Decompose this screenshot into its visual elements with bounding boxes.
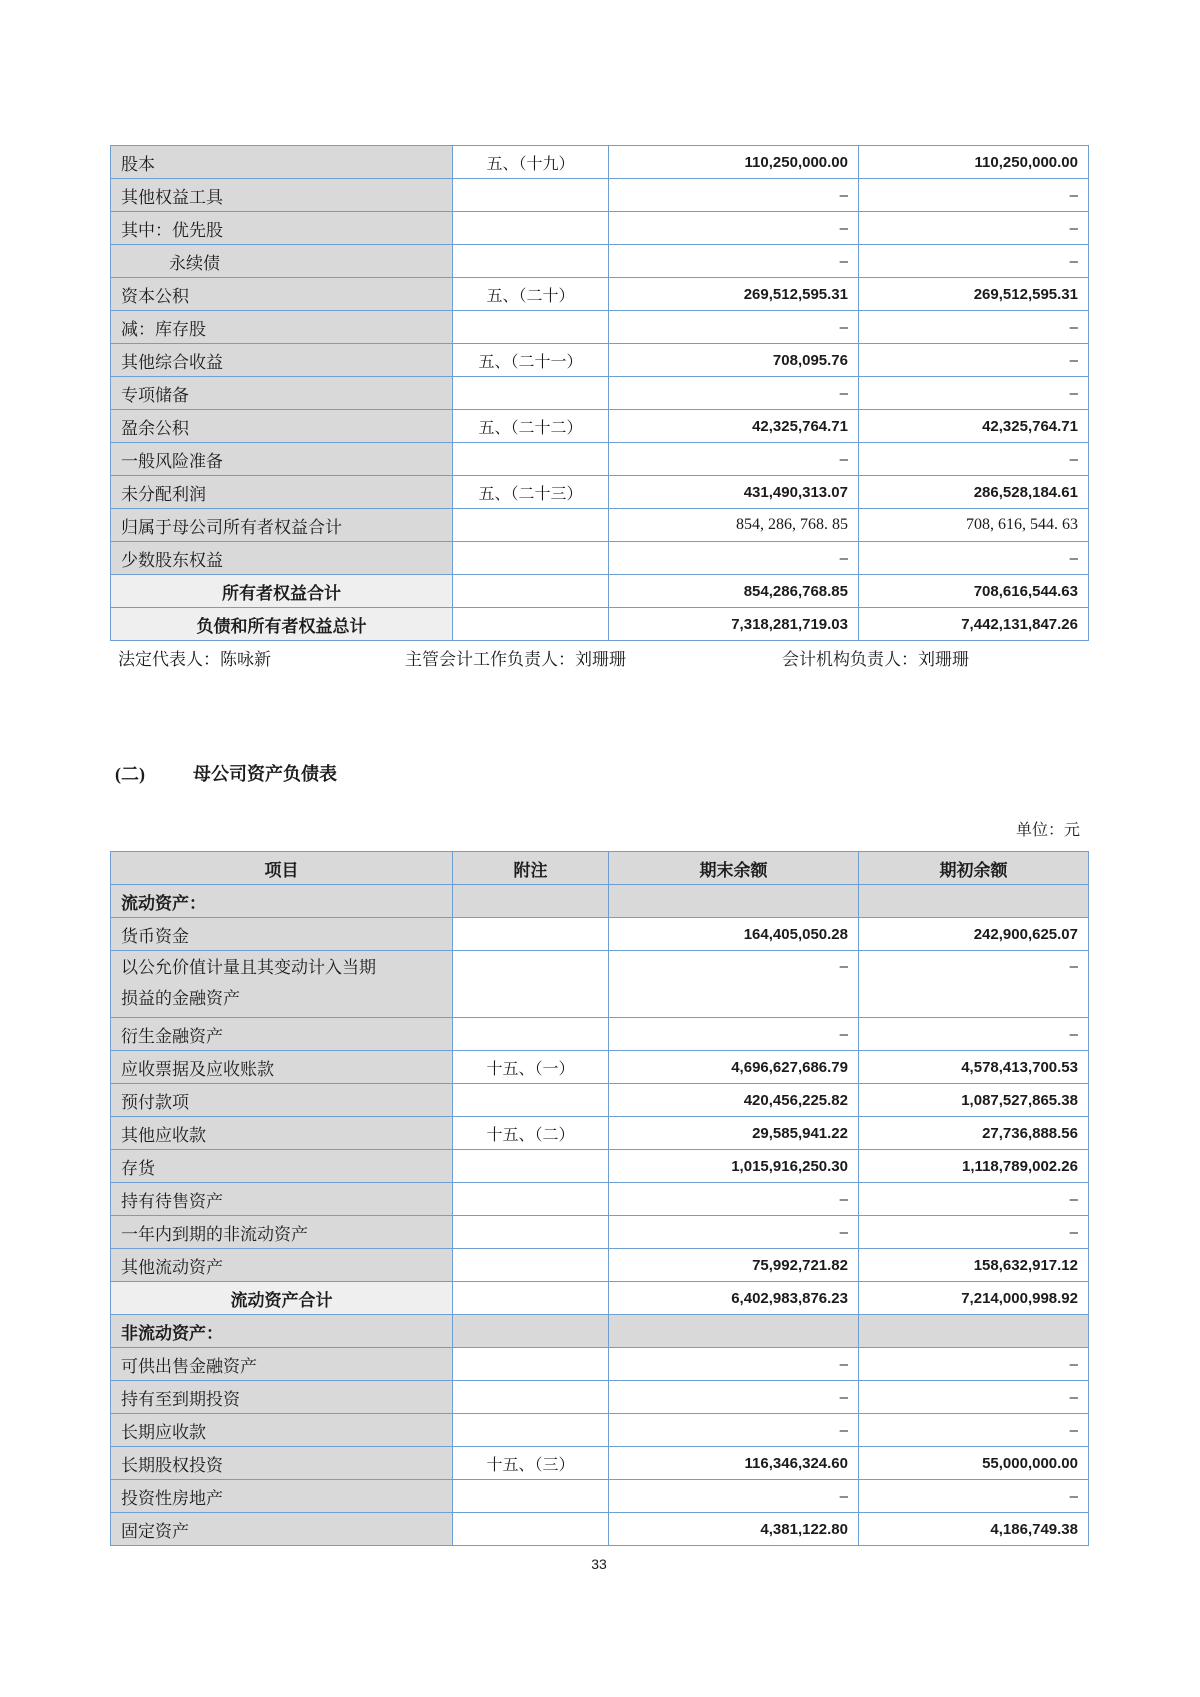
closing-balance-cell: – [609,1414,859,1447]
item-cell: 非流动资产： [111,1315,453,1348]
opening-balance-cell: 4,578,413,700.53 [859,1051,1089,1084]
accounting-office-head-label: 会计机构负责人：刘珊珊 [782,650,969,669]
table-row [111,1381,1089,1414]
equity-balance-sheet-continued-table [110,145,1089,641]
closing-balance-cell: 116,346,324.60 [609,1447,859,1480]
item-cell: 预付款项 [111,1084,453,1117]
section-title: 母公司资产负债表 [193,764,337,784]
item-cell: 持有至到期投资 [111,1381,453,1414]
table-row [111,1183,1089,1216]
table-row [111,1348,1089,1381]
closing-balance-cell: 7,318,281,719.03 [609,608,859,641]
table-row [111,1150,1089,1183]
item-cell: 其中：优先股 [111,212,453,245]
closing-balance-cell: 708,095.76 [609,344,859,377]
opening-balance-cell: – [859,951,1089,1018]
closing-balance-cell: 4,696,627,686.79 [609,1051,859,1084]
opening-balance-cell: – [859,1018,1089,1051]
item-cell: 长期股权投资 [111,1447,453,1480]
note-cell [453,443,609,476]
item-cell: 长期应收款 [111,1414,453,1447]
item-cell: 存货 [111,1150,453,1183]
legal-representative-label: 法定代表人：陈咏新 [118,650,271,669]
opening-balance-cell: 1,118,789,002.26 [859,1150,1089,1183]
item-cell: 专项储备 [111,377,453,410]
closing-balance-cell: 6,402,983,876.23 [609,1282,859,1315]
opening-balance-cell: – [859,311,1089,344]
item-cell: 衍生金融资产 [111,1018,453,1051]
note-cell [453,245,609,278]
item-cell: 流动资产： [111,885,453,918]
note-cell [453,179,609,212]
table-row [111,1117,1089,1150]
note-cell [453,311,609,344]
item-cell: 可供出售金融资产 [111,1348,453,1381]
closing-balance-cell: 269,512,595.31 [609,278,859,311]
table-row [111,1315,1089,1348]
table-row [111,951,1089,1018]
item-cell: 其他流动资产 [111,1249,453,1282]
note-cell: 五、（二十三） [453,476,609,509]
note-cell: 十五、（二） [453,1117,609,1150]
table-row [111,509,1089,542]
item-cell: 以公允价值计量且其变动计入当期损益的金融资产 [111,951,453,1018]
opening-balance-cell: – [859,443,1089,476]
closing-balance-cell: – [609,212,859,245]
closing-balance-cell: 1,015,916,250.30 [609,1150,859,1183]
parent-company-balance-sheet-table [110,851,1089,1546]
note-cell [453,509,609,542]
table-row [111,918,1089,951]
opening-balance-cell [859,885,1089,918]
note-cell: 五、（十九） [453,146,609,179]
note-cell [453,1249,609,1282]
closing-balance-cell: – [609,1348,859,1381]
column-header: 附注 [453,852,609,885]
opening-balance-cell: 242,900,625.07 [859,918,1089,951]
note-cell [453,1348,609,1381]
table-row [111,1447,1089,1480]
opening-balance-cell: 1,087,527,865.38 [859,1084,1089,1117]
opening-balance-cell: 4,186,749.38 [859,1513,1089,1546]
opening-balance-cell: – [859,542,1089,575]
table-row [111,146,1089,179]
note-cell [453,1018,609,1051]
closing-balance-cell: 4,381,122.80 [609,1513,859,1546]
unit-label: 单位：元 [1015,822,1080,839]
note-cell: 五、（二十二） [453,410,609,443]
item-cell: 资本公积 [111,278,453,311]
table-row [111,1216,1089,1249]
table-row [111,1480,1089,1513]
closing-balance-cell: – [609,951,859,1018]
closing-balance-cell: – [609,245,859,278]
item-cell: 负债和所有者权益总计 [111,608,453,641]
item-cell: 流动资产合计 [111,1282,453,1315]
item-cell: 其他权益工具 [111,179,453,212]
item-cell: 货币资金 [111,918,453,951]
table-row [111,1051,1089,1084]
opening-balance-cell: 7,442,131,847.26 [859,608,1089,641]
item-cell: 持有待售资产 [111,1183,453,1216]
note-cell [453,1315,609,1348]
opening-balance-cell: – [859,1183,1089,1216]
note-cell [453,1513,609,1546]
closing-balance-cell: – [609,1216,859,1249]
table-row [111,377,1089,410]
opening-balance-cell: 42,325,764.71 [859,410,1089,443]
note-cell [453,1084,609,1117]
closing-balance-cell: – [609,1480,859,1513]
closing-balance-cell: – [609,311,859,344]
table-row [111,245,1089,278]
note-cell [453,1150,609,1183]
section-heading [0,760,1200,786]
column-header: 期初余额 [859,852,1089,885]
closing-balance-cell: 854,286,768.85 [609,575,859,608]
table-row [111,575,1089,608]
item-cell: 未分配利润 [111,476,453,509]
table1-body [111,146,1089,641]
closing-balance-cell: 42,325,764.71 [609,410,859,443]
table-row [111,1513,1089,1546]
item-cell: 盈余公积 [111,410,453,443]
item-cell: 固定资产 [111,1513,453,1546]
page-number: 33 [591,1556,607,1572]
opening-balance-cell: 708,616,544.63 [859,575,1089,608]
section-number: (二) [115,764,145,784]
item-cell: 永续债 [111,245,453,278]
note-cell [453,575,609,608]
closing-balance-cell: – [609,1018,859,1051]
closing-balance-cell: 164,405,050.28 [609,918,859,951]
table-row [111,344,1089,377]
closing-balance-cell: – [609,1381,859,1414]
opening-balance-cell: – [859,344,1089,377]
note-cell: 十五、（三） [453,1447,609,1480]
item-cell: 所有者权益合计 [111,575,453,608]
note-cell [453,1381,609,1414]
table-header-row [111,852,1089,885]
opening-balance-cell: – [859,1216,1089,1249]
note-cell [453,885,609,918]
closing-balance-cell: 420,456,225.82 [609,1084,859,1117]
item-cell: 投资性房地产 [111,1480,453,1513]
table2-header [111,852,1089,885]
note-cell [453,608,609,641]
table2-body [111,885,1089,1546]
note-cell [453,377,609,410]
item-cell: 少数股东权益 [111,542,453,575]
closing-balance-cell [609,1315,859,1348]
chief-accountant-label: 主管会计工作负责人：刘珊珊 [405,650,626,669]
opening-balance-cell: 55,000,000.00 [859,1447,1089,1480]
closing-balance-cell: 110,250,000.00 [609,146,859,179]
table-row [111,1282,1089,1315]
closing-balance-cell [609,885,859,918]
opening-balance-cell: 7,214,000,998.92 [859,1282,1089,1315]
table-row [111,885,1089,918]
item-cell: 应收票据及应收账款 [111,1051,453,1084]
opening-balance-cell: – [859,1348,1089,1381]
table-row [111,410,1089,443]
opening-balance-cell: 269,512,595.31 [859,278,1089,311]
opening-balance-cell: – [859,1381,1089,1414]
table-row [111,608,1089,641]
note-cell: 十五、（一） [453,1051,609,1084]
table-row [111,542,1089,575]
table-row [111,1084,1089,1117]
note-cell [453,1480,609,1513]
closing-balance-cell: 854, 286, 768. 85 [609,509,859,542]
opening-balance-cell: – [859,212,1089,245]
opening-balance-cell: 708, 616, 544. 63 [859,509,1089,542]
note-cell [453,951,609,1018]
closing-balance-cell: – [609,1183,859,1216]
opening-balance-cell: 27,736,888.56 [859,1117,1089,1150]
closing-balance-cell: – [609,179,859,212]
closing-balance-cell: 431,490,313.07 [609,476,859,509]
item-cell: 归属于母公司所有者权益合计 [111,509,453,542]
table-row [111,1414,1089,1447]
opening-balance-cell: 158,632,917.12 [859,1249,1089,1282]
opening-balance-cell: – [859,1414,1089,1447]
item-cell: 股本 [111,146,453,179]
signature-line [0,645,1200,669]
note-cell [453,918,609,951]
column-header: 项目 [111,852,453,885]
table-row [111,1018,1089,1051]
opening-balance-cell: 286,528,184.61 [859,476,1089,509]
item-cell: 减：库存股 [111,311,453,344]
closing-balance-cell: 29,585,941.22 [609,1117,859,1150]
note-cell [453,1216,609,1249]
note-cell [453,1183,609,1216]
table-row [111,443,1089,476]
item-cell: 其他综合收益 [111,344,453,377]
table-row [111,476,1089,509]
table-row [111,179,1089,212]
opening-balance-cell [859,1315,1089,1348]
table-row [111,311,1089,344]
note-cell [453,212,609,245]
table-row [111,212,1089,245]
closing-balance-cell: – [609,542,859,575]
closing-balance-cell: – [609,443,859,476]
closing-balance-cell: 75,992,721.82 [609,1249,859,1282]
column-header: 期末余额 [609,852,859,885]
opening-balance-cell: – [859,179,1089,212]
table-row [111,1249,1089,1282]
table-row [111,278,1089,311]
item-cell: 一年内到期的非流动资产 [111,1216,453,1249]
note-cell [453,542,609,575]
opening-balance-cell: – [859,377,1089,410]
note-cell: 五、（二十） [453,278,609,311]
opening-balance-cell: – [859,245,1089,278]
item-cell: 一般风险准备 [111,443,453,476]
note-cell [453,1414,609,1447]
item-cell: 其他应收款 [111,1117,453,1150]
note-cell [453,1282,609,1315]
note-cell: 五、（二十一） [453,344,609,377]
opening-balance-cell: – [859,1480,1089,1513]
closing-balance-cell: – [609,377,859,410]
opening-balance-cell: 110,250,000.00 [859,146,1089,179]
